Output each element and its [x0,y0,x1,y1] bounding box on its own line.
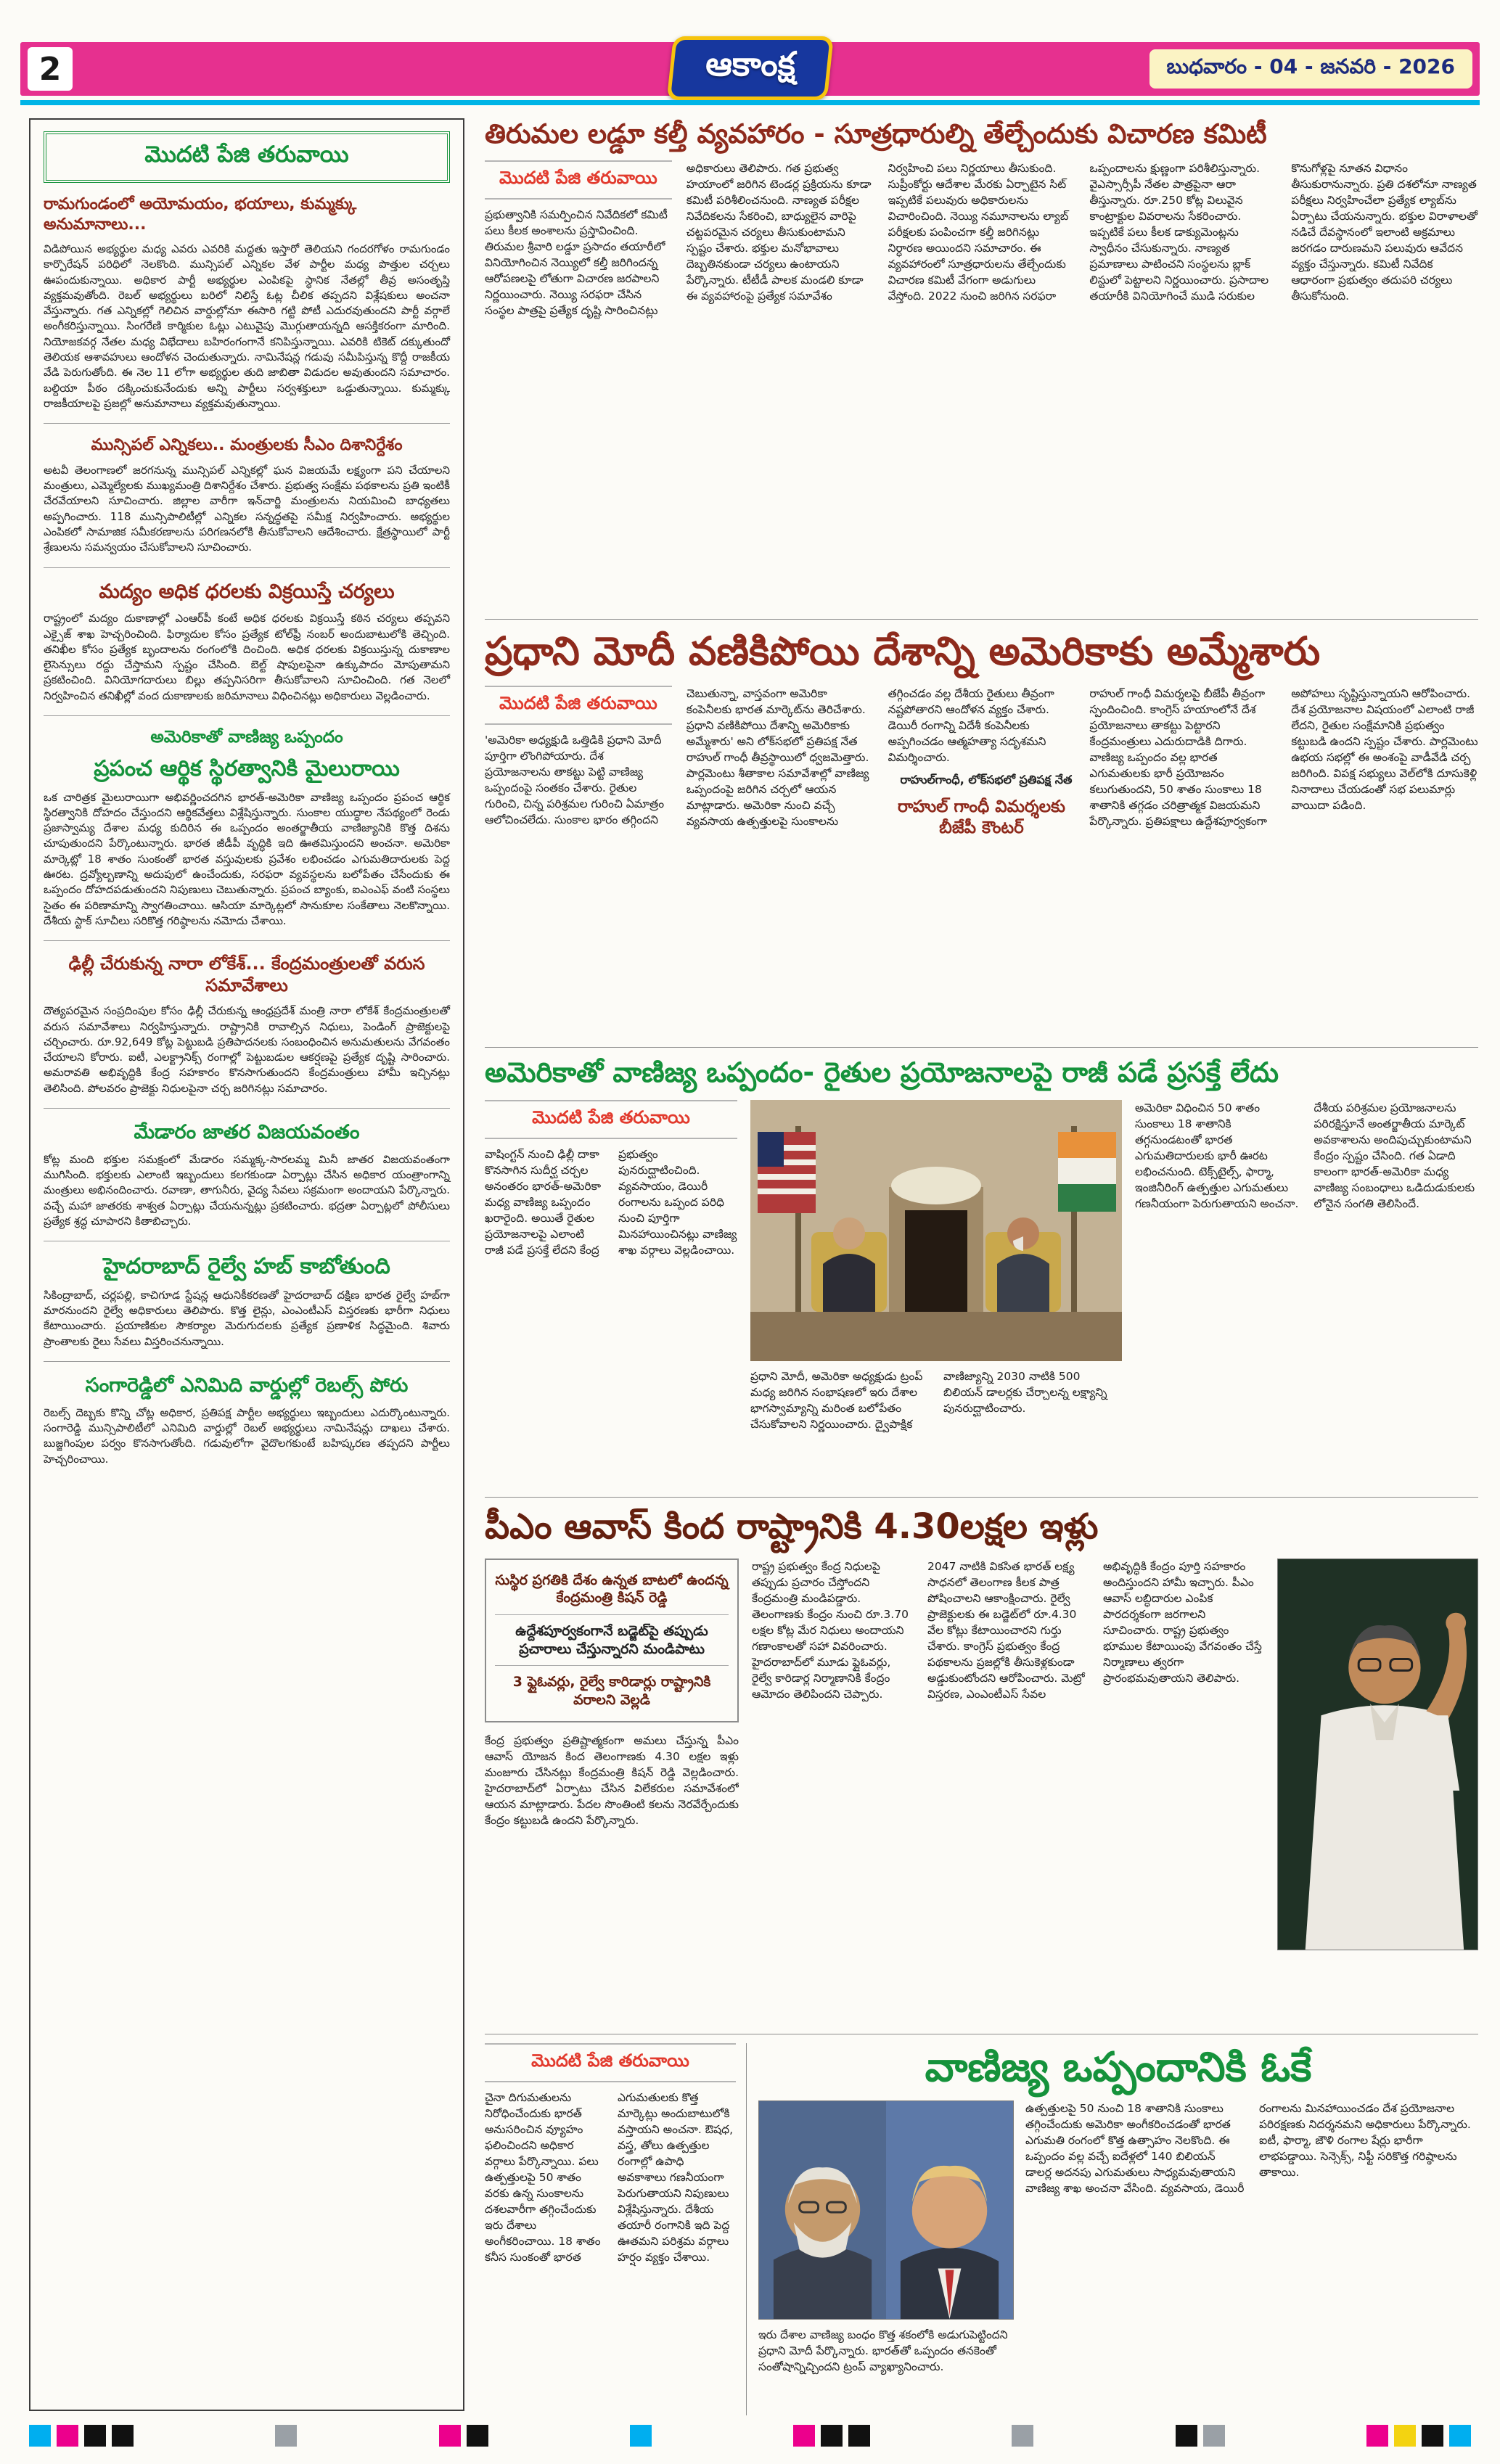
color-swatch [1366,2425,1388,2447]
continued-label: మొదటి పేజి తరువాయి [485,686,672,725]
article-photo [1277,1559,1478,2023]
page-header [20,42,1480,96]
color-swatch [57,2425,78,2447]
kishan-reddy-photo [1277,1559,1478,1950]
main-content [485,118,1478,2415]
divider [44,1361,450,1362]
point: 3 ఫ్లైఓవర్లు, రైల్వే కారిడార్లు రాష్ట్రానికి వరాలని వెల్లడి [512,1674,711,1709]
article-modi-rahul [485,619,1478,1046]
article-body: రాష్ట్రంలో మద్యం దుకాణాల్లో ఎంఆర్‌పీ కంటే అధిక ధరలకు విక్రయిస్తే కఠిన చర్యలు తప్పవని ఎక్సైజ్ శాఖ హెచ్చరించింది. ఫిర్యాదుల కోసం ప్రత్యేక టోల్‌ఫ్రీ నంబర్ అందుబాటులోకి తెచ్చింది. తనిఖీల కోసం ప్రత్యేక బృందాలను రంగంలోకి దించింది. అధిక ధరలకు విక్రయిస్తున్న దుకాణాల లైసెన్సులు రద్దు చేస్తామని స్పష్టం చేసింది. బెల్ట్ షాపులపైనా ఉక్కుపాదం మోపుతామని ప్రకటించింది. వినియోగదారులు బిల్లు తప్పనిసరిగా తీసుకోవాలని సూచించింది. గత నెలలో నిర్వహించిన తనిఖీల్లో వంద దుకాణాలకు జరిమానాలు విధించినట్లు అధికారులు వెల్లడించారు. [44,612,450,702]
article-trade-ok [746,2043,1478,2415]
article-headline: రామగుండంలో అయోమయం, భయాలు, కుమ్మక్కు అనుమానాలు... [44,195,357,234]
registration-swatch-group [1176,2425,1225,2447]
article-body: దౌత్యపరమైన సంప్రదింపుల కోసం ఢిల్లీ చేరుకున్న ఆంధ్రప్రదేశ్ మంత్రి నారా లోకేశ్ కేంద్రమంత్రులతో వరుస సమావేశాలు నిర్వహిస్తున్నారు. రాష్ట్రానికి రావాల్సిన నిధులు, పెండింగ్ ప్రాజెక్టులపై చర్చించారు. రూ.92,649 కోట్ల పెట్టుబడి ప్రతిపాదనలకు సంబంధించిన అనుమతులను వేగవంతం చేయాలని కోరారు. ఐటీ, ఎలక్ట్రానిక్స్ రంగాల్లో పెట్టుబడుల ఆకర్షణపై ప్రత్యేక దృష్టి సారించారు. అమరావతి అభివృద్ధికి కేంద్ర సహకారం కొనసాగుతుందని కేంద్రమంత్రులు హామీ ఇచ్చినట్లు తెలిసింది. పోలవరం ప్రాజెక్టు నిధులపైనా చర్చ జరిగినట్లు సమాచారం. [44,1004,450,1095]
article-photo-column [758,2100,1014,2405]
color-swatch [275,2425,297,2447]
article-body: చైనా దిగుమతులను నిరోధించేందుకు భారత్ అనుసరించిన వ్యూహం ఫలించిందని అధికార వర్గాలు పేర్కొన్నాయి. పలు ఉత్పత్తులపై 50 శాతం వరకు ఉన్న సుంకాలను దశలవారీగా తగ్గించేందుకు ఇరు దేశాలు అంగీకరించాయి. 18 శాతం కనీస సుంకంతో భారత ఎగుమతులకు కొత్త మార్కెట్లు అందుబాటులోకి వస్తాయని అంచనా. ఔషధ, వస్త్ర, తోలు ఉత్పత్తుల రంగాల్లో ఉపాధి అవకాశాలు గణనీయంగా పెరుగుతాయని నిపుణులు విశ్లేషిస్తున్నారు. దేశీయ తయారీ రంగానికి ఇది పెద్ద ఊతమని పరిశ్రమ వర్గాలు హర్షం వ్యక్తం చేశాయి. [485,2091,733,2264]
article-body: విడిపోయిన అభ్యర్థుల మధ్య ఎవరు ఎవరికి మద్దతు ఇస్తారో తెలియని గందరగోళం రామగుండం కార్పొరేషన్ పరిధిలో నెలకొంది. మున్సిపల్ ఎన్నికల వేళ పార్టీల మధ్య పొత్తుల చర్చలు ఊపందుకున్నాయి. అధికార పార్టీ అభ్యర్థుల ఎంపికపై స్థానిక నేతల్లో తీవ్ర అసంతృప్తి వ్యక్తమవుతోంది. రెబల్ అభ్యర్థులు బరిలో నిలిస్తే ఓట్ల చీలిక తప్పదని విశ్లేషకులు అంచనా వేస్తున్నారు. గత ఎన్నికల్లో గెలిచిన వార్డుల్లోనూ ఈసారి గట్టి పోటీ ఎదురవుతుందని పార్టీ వర్గాలే అంగీకరిస్తున్నాయి. సింగరేణి కార్మికుల ఓట్లు ఎటువైపు మొగ్గుతాయన్నది ఆసక్తికరంగా మారింది. నియోజకవర్గ నేతల మధ్య విభేదాలు బహిరంగంగానే కనిపిస్తున్నాయి. ఎవరికి టికెట్ దక్కుతుందో తెలియక ఆశావహులు ఆందోళన చెందుతున్నారు. నామినేషన్ల గడువు సమీపిస్తున్న కొద్దీ రాజకీయ వేడి పెరుగుతోంది. ఈ నెల 11 లోగా అభ్యర్థుల తుది జాబితా విడుదల అవుతుందని సమాచారం. బల్దియా పీఠం దక్కించుకునేందుకు అన్ని పార్టీలు సర్వశక్తులూ ఒడ్డుతున్నాయి. కుమ్మక్కు రాజకీయాలపై ప్రజల్లో అనుమానాలు వ్యక్తమవుతున్నాయి. [44,242,450,410]
article-layout-row [758,2100,1478,2405]
byline: రాహుల్‌గాంధీ, లోక్‌సభలో ప్రతిపక్ష నేత [900,772,1073,787]
sidebar-article-lokesh-delhi [44,953,450,1096]
masthead [666,36,834,100]
color-swatch [1394,2425,1416,2447]
header-rule [20,100,1480,105]
article-headline: హైదరాబాద్ రైల్వే హబ్ కాబోతుంది [103,1254,390,1280]
registration-swatch-group [630,2425,652,2447]
registration-swatch-group [1012,2425,1033,2447]
article-headline: ప్రధాని మోదీ వణికిపోయి దేశాన్ని అమెరికాకు అమ్మేశారు [485,628,1321,674]
points-box [485,1559,739,1722]
article-pm-awas [485,1497,1478,2032]
article-body: ఉత్పత్తులపై 50 నుంచి 18 శాతానికి సుంకాలు తగ్గించేందుకు అమెరికా అంగీకరించడంతో భారత ఎగుమతి రంగంలో కొత్త ఉత్సాహం నెలకొంది. ఈ ఒప్పందం వల్ల వచ్చే ఐదేళ్లలో 140 బిలియన్ డాలర్ల అదనపు ఎగుమతులు సాధ్యమవుతాయని వాణిజ్య శాఖ అంచనా వేసింది. వ్యవసాయ, డెయిరీ రంగాలను మినహాయించడం దేశ ప్రయోజనాల పరిరక్షణకు నిదర్శనమని అధికారులు పేర్కొన్నారు. ఐటీ, ఫార్మా, జౌళి రంగాల షేర్లు భారీగా లాభపడ్డాయి. సెన్సెక్స్, నిఫ్టీ సరికొత్త గరిష్ఠాలను తాకాయి. [1025,2102,1471,2196]
article-columns [485,2090,736,2402]
article-kicker: అమెరికాతో వాణిజ్య ఒప్పందం [150,728,343,747]
continued-label: మొదటి పేజి తరువాయి [485,1100,737,1139]
color-swatch [1176,2425,1197,2447]
sidebar-article-sangareddy-rebels [44,1373,450,1467]
article-body: ఇరు దేశాల వాణిజ్య బంధం కొత్త శకంలోకి అడుగుపెట్టిందని ప్రధాని మోదీ పేర్కొన్నారు. భారత్‌తో ఒప్పందం తనకెంతో సంతోషాన్నిచ్చిందని ట్రంప్ వ్యాఖ్యానించారు. [758,2328,1008,2374]
subhead: రాహుల్ గాంధీ విమర్శలకు బీజేపీ కౌంటర్ [897,797,1065,837]
article-columns [1025,2100,1478,2405]
sidebar-article-municipal-cm [44,435,450,555]
continued-label: మొదటి పేజి తరువాయి [485,2043,736,2082]
divider [44,423,450,424]
article-headline: తిరుమల లడ్డూ కల్తీ వ్యవహారం - సూత్రధారుల్ని తేల్చేందుకు విచారణ కమిటీ [485,118,1267,149]
color-swatch [793,2425,815,2447]
masthead-title: ఆకాంక్ష [705,44,795,83]
divider [44,567,450,568]
color-swatch [821,2425,843,2447]
color-swatch [467,2425,488,2447]
color-swatch [630,2425,652,2447]
article-layout-row [485,2034,1478,2415]
article-body: రాహుల్ గాంధీ విమర్శలపై బీజేపీ తీవ్రంగా స్పందించింది. కాంగ్రెస్ హయాంలోనే దేశ ప్రయోజనాలు తాకట్టు పెట్టారని కేంద్రమంత్రులు ఎదురుదాడికి దిగారు. వాణిజ్య ఒప్పందం వల్ల భారత ఎగుమతులకు భారీ ప్రయోజనం కలుగుతుందని, 50 శాతం సుంకాలు 18 శాతానికి తగ్గడం చరిత్రాత్మక విజయమని పేర్కొన్నారు. ప్రతిపక్షాలు ఉద్దేశపూర్వకంగా అపోహలు సృష్టిస్తున్నాయని ఆరోపించారు. దేశ ప్రయోజనాల విషయంలో ఎలాంటి రాజీ లేదని, రైతుల సంక్షేమానికి ప్రభుత్వం కట్టుబడి ఉందని స్పష్టం చేశారు. పార్లమెంటు ఉభయ సభల్లో ఈ అంశంపై వాడీవేడి చర్చ జరిగింది. విపక్ష సభ్యులు వెల్‌లోకి దూసుకెళ్లి నినాదాలు చేయడంతో సభ పలుమార్లు వాయిదా పడింది. [1089,686,1478,828]
article-body: రాష్ట్ర ప్రభుత్వం కేంద్ర నిధులపై తప్పుడు ప్రచారం చేస్తోందని కేంద్రమంత్రి మండిపడ్డారు. తెలంగాణకు కేంద్రం నుంచి రూ.3.70 లక్షల కోట్ల మేర నిధులు అందాయని గణాంకాలతో సహా వివరించారు. హైదరాబాద్‌లో మూడు ఫ్లైఓవర్లు, రైల్వే కారిడార్ల నిర్మాణానికి కేంద్రం ఆమోదం తెలిపిందని చెప్పారు. 2047 నాటికి వికసిత భారత్ లక్ష్య సాధనలో తెలంగాణ కీలక పాత్ర పోషించాలని ఆకాంక్షించారు. రైల్వే ప్రాజెక్టులకు ఈ బడ్జెట్‌లో రూ.4.30 వేల కోట్లు కేటాయించారని గుర్తు చేశారు. కాంగ్రెస్ ప్రభుత్వం కేంద్ర పథకాలను ప్రజల్లోకి తీసుకెళ్లకుండా అడ్డుకుంటోందని ఆరోపించారు. మెట్రో విస్తరణ, ఎంఎంటీఎస్ సేవల అభివృద్ధికి కేంద్రం పూర్తి సహకారం అందిస్తుందని హామీ ఇచ్చారు. పీఎం ఆవాస్ లబ్ధిదారుల ఎంపిక పారదర్శకంగా జరగాలని సూచించారు. రాష్ట్ర ప్రభుత్వం భూముల కేటాయింపు వేగవంతం చేస్తే నిర్మాణాలు త్వరగా ప్రారంభమవుతాయని తెలిపారు. [752,1559,1262,1701]
article-headline: సంగారెడ్డిలో ఎనిమిది వార్డుల్లో రెబల్స్ పోరు [85,1373,409,1397]
article-body: అటవీ తెలంగాణలో జరగనున్న మున్సిపల్ ఎన్నికల్లో ఘన విజయమే లక్ష్యంగా పని చేయాలని మంత్రులు, ఎమ్మెల్యేలకు ముఖ్యమంత్రి దిశానిర్దేశం చేశారు. ప్రభుత్వ సంక్షేమ పథకాలను ప్రతి ఇంటికీ చేరవేయాలని సూచించారు. జిల్లాల వారీగా ఇన్‌చార్జి మంత్రులను నియమించి బాధ్యతలు అప్పగించారు. 118 మున్సిపాలిటీల్లో ఎన్నికల సన్నద్ధతపై సమీక్ష నిర్వహించారు. అభ్యర్థుల ఎంపికలో సామాజిక సమీకరణాలను పరిగణనలోకి తీసుకోవాలని ఆదేశించారు. క్షేత్రస్థాయిలో పార్టీ శ్రేణులను సమన్వయం చేసుకోవాలని సూచించారు. [44,463,450,554]
article-body: అమెరికా విధించిన 50 శాతం సుంకాలు 18 శాతానికి తగ్గనుండటంతో భారత ఎగుమతిదారులకు భారీ ఊరట లభించనుంది. టెక్స్‌టైల్స్, ఫార్మా, ఇంజినీరింగ్ ఉత్పత్తుల ఎగుమతులు గణనీయంగా పెరుగుతాయని అంచనా. దేశీయ పరిశ్రమల ప్రయోజనాలను పరిరక్షిస్తూనే అంతర్జాతీయ మార్కెట్ అవకాశాలను అందిపుచ్చుకుంటామని కేంద్రం స్పష్టం చేసింది. గత ఏడాది కాలంగా భారత్-అమెరికా మధ్య వాణిజ్య సంబంధాలు ఒడిదుడుకులకు లోనైన సంగతి తెలిసిందే. [1135,1101,1475,1210]
color-swatch [1012,2425,1033,2447]
article-layout-row [485,1559,1478,2023]
article-headline: ఢిల్లీ చేరుకున్న నారా లోకేశ్... కేంద్రమంత్రులతో వరుస సమావేశాలు [68,953,425,996]
article-headline: పీఎం ఆవాస్ కింద రాష్ట్రానికి 4.30లక్షల ఇళ్లు [485,1506,1099,1547]
article-body: రెబల్స్ దెబ్బకు కొన్ని చోట్ల అధికార, ప్రతిపక్ష పార్టీల అభ్యర్థులు ఇబ్బందులు ఎదుర్కొంటున్నారు. సంగారెడ్డి మున్సిపాలిటీలో ఎనిమిది వార్డుల్లో రెబల్ అభ్యర్థులు నామినేషన్లు దాఖలు చేశారు. బుజ్జగింపుల పర్వం కొనసాగుతోంది. గడువులోగా వైదొలగకుంటే బహిష్కరణ తప్పదని పార్టీలు హెచ్చరించాయి. [44,1405,450,1466]
article-intro-column [485,1559,739,2023]
sidebar-article-liquor [44,580,450,705]
article-body: కోట్ల మంది భక్తుల సమక్షంలో మేడారం సమ్మక్క-సారలమ్మ మినీ జాతర విజయవంతంగా ముగిసింది. భక్తులకు ఎలాంటి ఇబ్బందులు కలగకుండా ఏర్పాట్లు చేసిన అధికార యంత్రాంగాన్ని మంత్రులు అభినందించారు. రవాణా, తాగునీరు, వైద్య సేవలు సక్రమంగా అందాయని పేర్కొన్నారు. వచ్చే మహా జాతరకు శాశ్వత ఏర్పాట్లు చేయనున్నట్లు ప్రకటించారు. భద్రతా ఏర్పాట్లలో పోలీసులు ప్రత్యేక శ్రద్ధ చూపారని కితాబిచ్చారు. [44,1152,450,1228]
color-swatch [439,2425,461,2447]
registration-swatch-group [1366,2425,1471,2447]
color-swatch [1203,2425,1225,2447]
divider [44,1108,450,1109]
article-headline: వాణిజ్య ఒప్పందానికి ఓకే [925,2044,1312,2091]
color-swatch [848,2425,870,2447]
color-swatch [112,2425,134,2447]
color-swatch [1422,2425,1443,2447]
article-headline: మేడారం జాతర విజయవంతం [134,1121,360,1144]
article-layout-row [485,1100,1478,1495]
registration-marks [29,2425,1471,2447]
page-number: 2 [28,47,73,91]
color-swatch [1449,2425,1471,2447]
article-body: ప్రభుత్వానికి సమర్పించిన నివేదికలో కమిటీ పలు కీలక అంశాలను ప్రస్తావించింది. తిరుమల శ్రీవారి లడ్డూ ప్రసాదం తయారీలో వినియోగించిన నెయ్యిలో కల్తీ జరిగిందన్న ఆరోపణలపై లోతుగా విచారణ జరపాలని నిర్ణయించారు. నెయ్యి సరఫరా చేసిన సంస్థల పాత్రపై ప్రత్యేక దృష్టి సారించినట్లు అధికారులు తెలిపారు. గత ప్రభుత్వ హయాంలో జరిగిన టెండర్ల ప్రక్రియను కూడా కమిటీ పరిశీలించనుంది. నాణ్యత పరీక్షల నివేదికలను సేకరించి, బాధ్యులైన వారిపై చట్టపరమైన చర్యలు తీసుకుంటామని స్పష్టం చేశారు. భక్తుల మనోభావాలు దెబ్బతినకుండా చర్యలు ఉంటాయని పేర్కొన్నారు. టీటీడీ పాలక మండలి కూడా ఈ వ్యవహారంపై ప్రత్యేక సమావేశం నిర్వహించి పలు నిర్ణయాలు తీసుకుంది. సుప్రీంకోర్టు ఆదేశాల మేరకు ఏర్పాటైన సిట్ ఇప్పటికే పలువురు అధికారులను విచారించింది. నెయ్యి నమూనాలను ల్యాబ్ పరీక్షలకు పంపించగా కల్తీ జరిగినట్లు నిర్ధారణ అయిందని సమాచారం. ఈ వ్యవహారంలో సూత్రధారులను తేల్చేందుకు విచారణ కమిటీ వేగంగా అడుగులు వేస్తోంది. 2022 నుంచి జరిగిన సరఫరా ఒప్పందాలను క్షుణ్ణంగా పరిశీలిస్తున్నారు. వైఎస్సార్సీపీ నేతల పాత్రపైనా ఆరా తీస్తున్నారు. రూ.250 కోట్ల విలువైన కాంట్రాక్టుల వివరాలను సేకరించారు. ఇప్పటికే పలు కీలక డాక్యుమెంట్లను స్వాధీనం చేసుకున్నారు. నాణ్యత ప్రమాణాలు పాటించని సంస్థలను బ్లాక్ లిస్టులో పెట్టాలని నిర్ణయించారు. ప్రసాదాల తయారీకి వినియోగించే ముడి సరుకుల కొనుగోళ్లపై నూతన విధానం తీసుకురానున్నారు. ప్రతి దశలోనూ నాణ్యత పరీక్షలు నిర్వహించేలా ప్రత్యేక ల్యాబ్‌ను ఏర్పాటు చేయనున్నారు. భక్తుల విరాళాలతో నడిచే దేవస్థానంలో ఇలాంటి అక్రమాలు జరగడం దారుణమని పలువురు ఆవేదన వ్యక్తం చేస్తున్నారు. కమిటీ నివేదిక ఆధారంగా ప్రభుత్వం తదుపరి చర్యలు తీసుకోనుంది. [485,162,1478,318]
sidebar-article-trade-milestone [44,728,450,929]
article-headline: మున్సిపల్ ఎన్నికలు.. మంత్రులకు సీఎం దిశానిర్దేశం [91,436,403,455]
article-laddu-committee [485,118,1478,617]
sidebar-article-medaram [44,1120,450,1229]
article-headline: అమెరికాతో వాణిజ్య ఒప్పందం- రైతుల ప్రయోజనాలపై రాజీ పడే ప్రసక్తే లేదు [485,1056,1279,1088]
article-headline: మద్యం అధిక ధరలకు విక్రయిస్తే చర్యలు [99,580,395,603]
date-box: బుధవారం - 04 - జనవరి - 2026 [1149,49,1472,89]
registration-swatch-group [29,2425,134,2447]
point: సుస్థిర ప్రగతికి దేశం ఉన్నత బాటలో ఉందన్న కేంద్రమంత్రి కిషన్ రెడ్డి [495,1572,729,1606]
modi-trump-oval-office-photo [750,1100,1122,1361]
article-photo-column [750,1100,1122,1495]
article-left-columns [485,1100,737,1495]
sidebar-title: మొదటి పేజి తరువాయి [44,131,450,183]
article-continued-tariffs [485,2043,746,2415]
color-swatch [29,2425,51,2447]
modi-trump-photo [758,2100,1014,2320]
point: ఉద్దేశపూర్వకంగానే బడ్జెట్‌పై తప్పుడు ప్రచారాలు చేస్తున్నారని మండిపాటు [515,1622,708,1657]
article-body: కేంద్ర ప్రభుత్వం ప్రతిష్టాత్మకంగా అమలు చేస్తున్న పీఎం ఆవాస్ యోజన కింద తెలంగాణకు 4.30 లక్షల ఇళ్లు మంజూరు చేసినట్లు కేంద్రమంత్రి కిషన్ రెడ్డి వెల్లడించారు. హైదరాబాద్‌లో ఏర్పాటు చేసిన విలేకరుల సమావేశంలో ఆయన మాట్లాడారు. పేదల సొంతింటి కలను నెరవేర్చేందుకు కేంద్రం కట్టుబడి ఉందని పేర్కొన్నారు. [485,1733,739,1827]
article-columns [752,1559,1264,2023]
article-columns [485,160,1478,581]
article-body: ప్రధాని మోదీ, అమెరికా అధ్యక్షుడు ట్రంప్ మధ్య జరిగిన సంభాషణలో ఇరు దేశాల భాగస్వామ్యాన్ని మరింత బలోపేతం చేసుకోవాలని నిర్ణయించారు. ద్వైపాక్షిక వాణిజ్యాన్ని 2030 నాటికి 500 బిలియన్ డాలర్లకు చేర్చాలన్న లక్ష్యాన్ని పునరుద్ఘాటించారు. [750,1369,1107,1431]
article-body: వాషింగ్టన్ నుంచి ఢిల్లీ దాకా కొనసాగిన సుదీర్ఘ చర్చల అనంతరం భారత్-అమెరికా మధ్య వాణిజ్య ఒప్పందం ఖరారైంది. అయితే రైతుల ప్రయోజనాలపై ఎలాంటి రాజీ పడే ప్రసక్తే లేదని కేంద్ర ప్రభుత్వం పునరుద్ఘాటించింది. వ్యవసాయం, డెయిరీ రంగాలను ఒప్పంద పరిధి నుంచి పూర్తిగా మినహాయించినట్లు వాణిజ్య శాఖ వర్గాలు వెల్లడించాయి. [485,1147,737,1257]
color-swatch [84,2425,106,2447]
registration-swatch-group [439,2425,488,2447]
masthead-plate [671,40,830,96]
divider [44,715,450,716]
article-headline: ప్రపంచ ఆర్థిక స్థిరత్వానికి మైలురాయి [94,756,400,782]
registration-swatch-group [793,2425,870,2447]
sidebar-article-ramagundam [44,194,450,411]
divider [44,940,450,941]
continued-sidebar [29,118,464,2411]
sidebar-article-railway-hub [44,1253,450,1350]
divider [495,1614,729,1615]
continued-label: మొదటి పేజి తరువాయి [485,160,672,200]
article-columns [1135,1100,1478,1495]
article-columns [485,1146,737,1480]
article-trade-farmers [485,1047,1478,1495]
article-body: సికింద్రాబాద్, చర్లపల్లి, కాచిగూడ స్టేషన్ల ఆధునికీకరణతో హైదరాబాద్ దక్షిణ భారత రైల్వే హబ్‌గా మారనుందని రైల్వే అధికారులు తెలిపారు. కొత్త లైన్లు, ఎంఎంటీఎస్ విస్తరణకు భారీగా నిధులు కేటాయించారు. ప్రయాణికుల సౌకర్యాల మెరుగుదలకు ప్రత్యేక ప్రణాళిక సిద్ధమైంది. శివారు ప్రాంతాలకు రైలు సేవలు విస్తరించనున్నాయి. [44,1288,450,1348]
article-body: 'అమెరికా అధ్యక్షుడి ఒత్తిడికి ప్రధాని మోదీ పూర్తిగా లొంగిపోయారు. దేశ ప్రయోజనాలను తాకట్టు పెట్టి వాణిజ్య ఒప్పందంపై సంతకం చేశారు. రైతుల గురించి, చిన్న పరిశ్రమల గురించి ఏమాత్రం ఆలోచించలేదు. సుంకాల భారం తగ్గిందని చెబుతున్నా, వాస్తవంగా అమెరికా కంపెనీలకు భారత మార్కెట్‌ను తెరిచేశారు. ప్రధాని వణికిపోయి దేశాన్ని అమెరికాకు అమ్మేశారు' అని లోక్‌సభలో ప్రతిపక్ష నేత రాహుల్ గాంధీ తీవ్రస్థాయిలో ధ్వజమెత్తారు. పార్లమెంటు శీతాకాల సమావేశాల్లో వాణిజ్య ఒప్పందంపై జరిగిన చర్చలో ఆయన మాట్లాడారు. అమెరికా నుంచి వచ్చే వ్యవసాయ ఉత్పత్తులపై సుంకాలను తగ్గించడం వల్ల దేశీయ రైతులు తీవ్రంగా నష్టపోతారని ఆందోళన వ్యక్తం చేశారు. డెయిరీ రంగాన్ని విదేశీ కంపెనీలకు అప్పగించడం ఆత్మహత్యా సదృశమని విమర్శించారు. [485,686,1054,828]
article-columns [485,686,1478,1034]
registration-swatch-group [275,2425,297,2447]
article-body: ఒక చారిత్రక మైలురాయిగా అభివర్ణించదగిన భారత్-అమెరికా వాణిజ్య ఒప్పందం ప్రపంచ ఆర్థిక స్థిరత్వానికి దోహదం చేస్తుందని ఆర్థికవేత్తలు విశ్లేషిస్తున్నారు. సుంకాల యుద్ధాల నేపథ్యంలో రెండు ప్రజాస్వామ్య దేశాల మధ్య కుదిరిన ఈ ఒప్పందం అంతర్జాతీయ వాణిజ్యానికి కొత్త దిశను చూపుతుందని పేర్కొంటున్నారు. భారత జీడీపీ వృద్ధికి ఇది ఊతమిస్తుందని అంచనా. అమెరికా మార్కెట్లో 18 శాతం సుంకంతో భారత వస్తువులకు ప్రవేశం లభించడం ఎగుమతిదారులకు పెద్ద ఊరట. ద్రవ్యోల్బణాన్ని అదుపులో ఉంచేందుకు, సరఫరా వ్యవస్థలను బలోపేతం చేసేందుకు ఈ ఒప్పందం దోహదపడుతుందని నిపుణులు చెబుతున్నారు. ప్రపంచ బ్యాంకు, ఐఎంఎఫ్ వంటి సంస్థలు సైతం ఈ పరిణామాన్ని స్వాగతించాయి. ఆసియా మార్కెట్లలో సానుకూల సంకేతాలు నెలకొన్నాయి. దేశీయ స్టాక్ సూచీలు సరికొత్త గరిష్ఠాలను నమోదు చేశాయి. [44,790,450,927]
divider [495,1665,729,1666]
article-columns [750,1368,1122,1495]
